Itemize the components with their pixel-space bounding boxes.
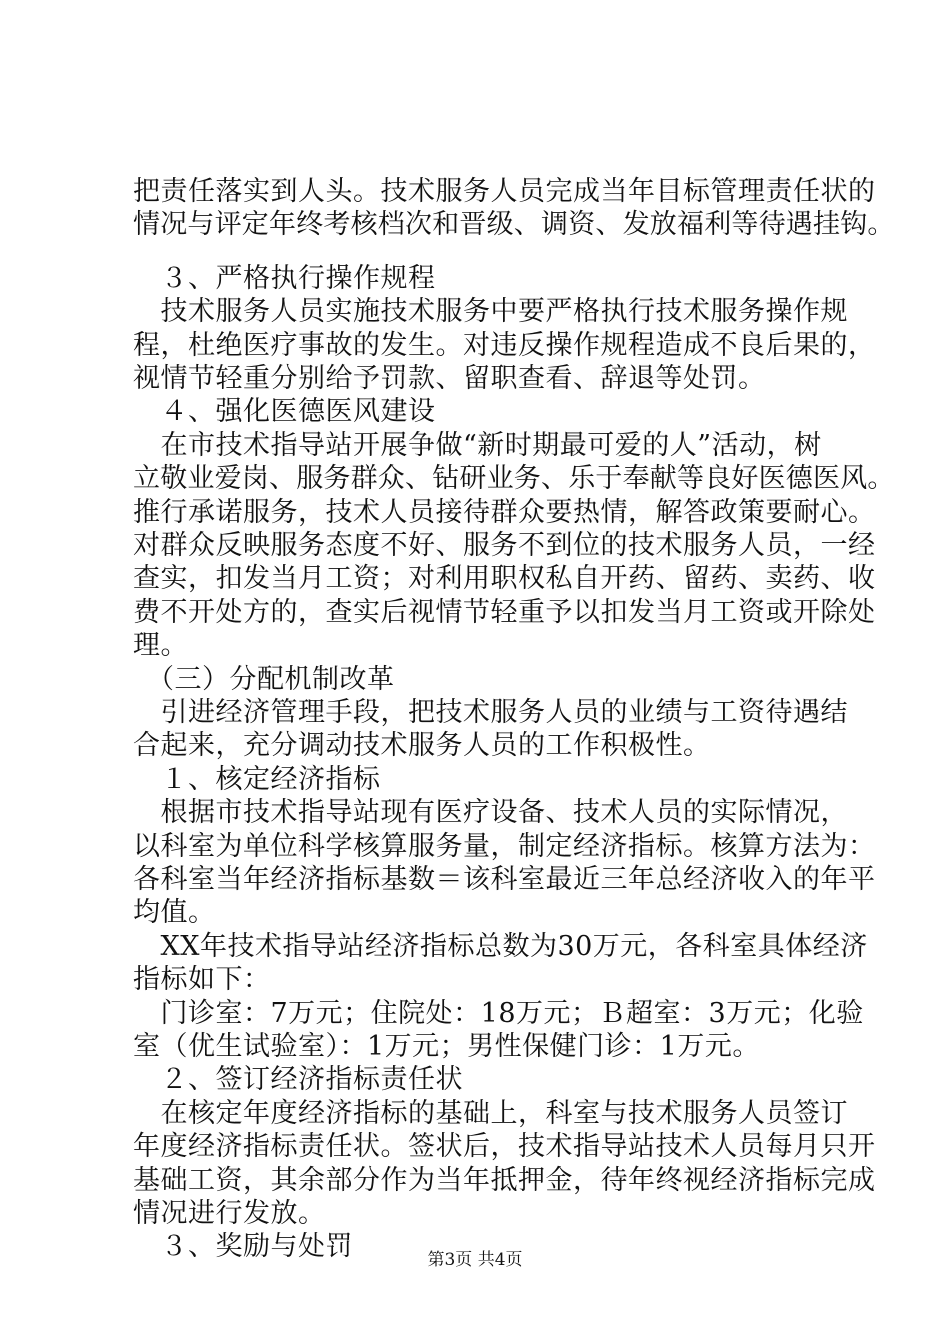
paragraph-line: 把责任落实到人头。技术服务人员完成当年目标管理责任状的 (133, 176, 876, 207)
section-heading: ４、强化医德医风建设 (133, 396, 436, 427)
paragraph-line: 技术服务人员实施技术服务中要严格执行技术服务操作规 (133, 296, 848, 327)
paragraph-line: 查实，扣发当月工资；对利用职权私自开药、留药、卖药、收 (133, 563, 876, 594)
paragraph-line: 视情节轻重分别给予罚款、留职查看、辞退等处罚。 (133, 363, 766, 394)
paragraph-line: 立敬业爱岗、服务群众、钻研业务、乐于奉献等良好医德医风。 (133, 463, 895, 494)
paragraph-line: 基础工资，其余部分作为当年抵押金，待年终视经济指标完成 (133, 1165, 876, 1196)
paragraph-line: 指标如下： (133, 964, 271, 995)
section-heading: ２、签订经济指标责任状 (133, 1064, 463, 1095)
paragraph-line: XX年技术指导站经济指标总数为30万元，各科室具体经济 (133, 931, 868, 962)
paragraph-line: 根据市技术指导站现有医疗设备、技术人员的实际情况， (133, 797, 848, 828)
paragraph-line: 对群众反映服务态度不好、服务不到位的技术服务人员，一经 (133, 530, 876, 561)
section-heading: （三）分配机制改革 (133, 664, 395, 695)
paragraph-line: 合起来，充分调动技术服务人员的工作积极性。 (133, 730, 711, 761)
paragraph-line: 年度经济指标责任状。签状后，技术指导站技术人员每月只开 (133, 1131, 876, 1162)
section-heading: １、核定经济指标 (133, 764, 381, 795)
paragraph-line: 在市技术指导站开展争做“新时期最可爱的人”活动，树 (133, 430, 822, 461)
paragraph-line: 室（优生试验室）：1万元；男性保健门诊：1万元。 (133, 1031, 760, 1062)
paragraph-line: 情况进行发放。 (133, 1198, 326, 1229)
paragraph-line: 各科室当年经济指标基数＝该科室最近三年总经济收入的年平 (133, 864, 876, 895)
section-heading: ３、严格执行操作规程 (133, 263, 436, 294)
paragraph-line: 门诊室：7万元；住院处：18万元；Ｂ超室：3万元；化验 (133, 998, 864, 1029)
page-number-footer: 第3页 共4页 (427, 1250, 523, 1270)
paragraph-line: 程，杜绝医疗事故的发生。对违反操作规程造成不良后果的， (133, 330, 876, 361)
section-heading: ３、奖励与处罚 (133, 1231, 353, 1262)
paragraph-line: 在核定年度经济指标的基础上，科室与技术服务人员签订 (133, 1098, 848, 1129)
paragraph-line: 均值。 (133, 897, 216, 928)
paragraph-line: 推行承诺服务，技术人员接待群众要热情，解答政策要耐心。 (133, 497, 876, 528)
paragraph-line: 费不开处方的，查实后视情节轻重予以扣发当月工资或开除处 (133, 597, 876, 628)
paragraph-line: 情况与评定年终考核档次和晋级、调资、发放福利等待遇挂钩。 (133, 209, 895, 240)
paragraph-line: 理。 (133, 630, 188, 661)
paragraph-line: 引进经济管理手段，把技术服务人员的业绩与工资待遇结 (133, 697, 848, 728)
paragraph-line: 以科室为单位科学核算服务量，制定经济指标。核算方法为： (133, 831, 876, 862)
